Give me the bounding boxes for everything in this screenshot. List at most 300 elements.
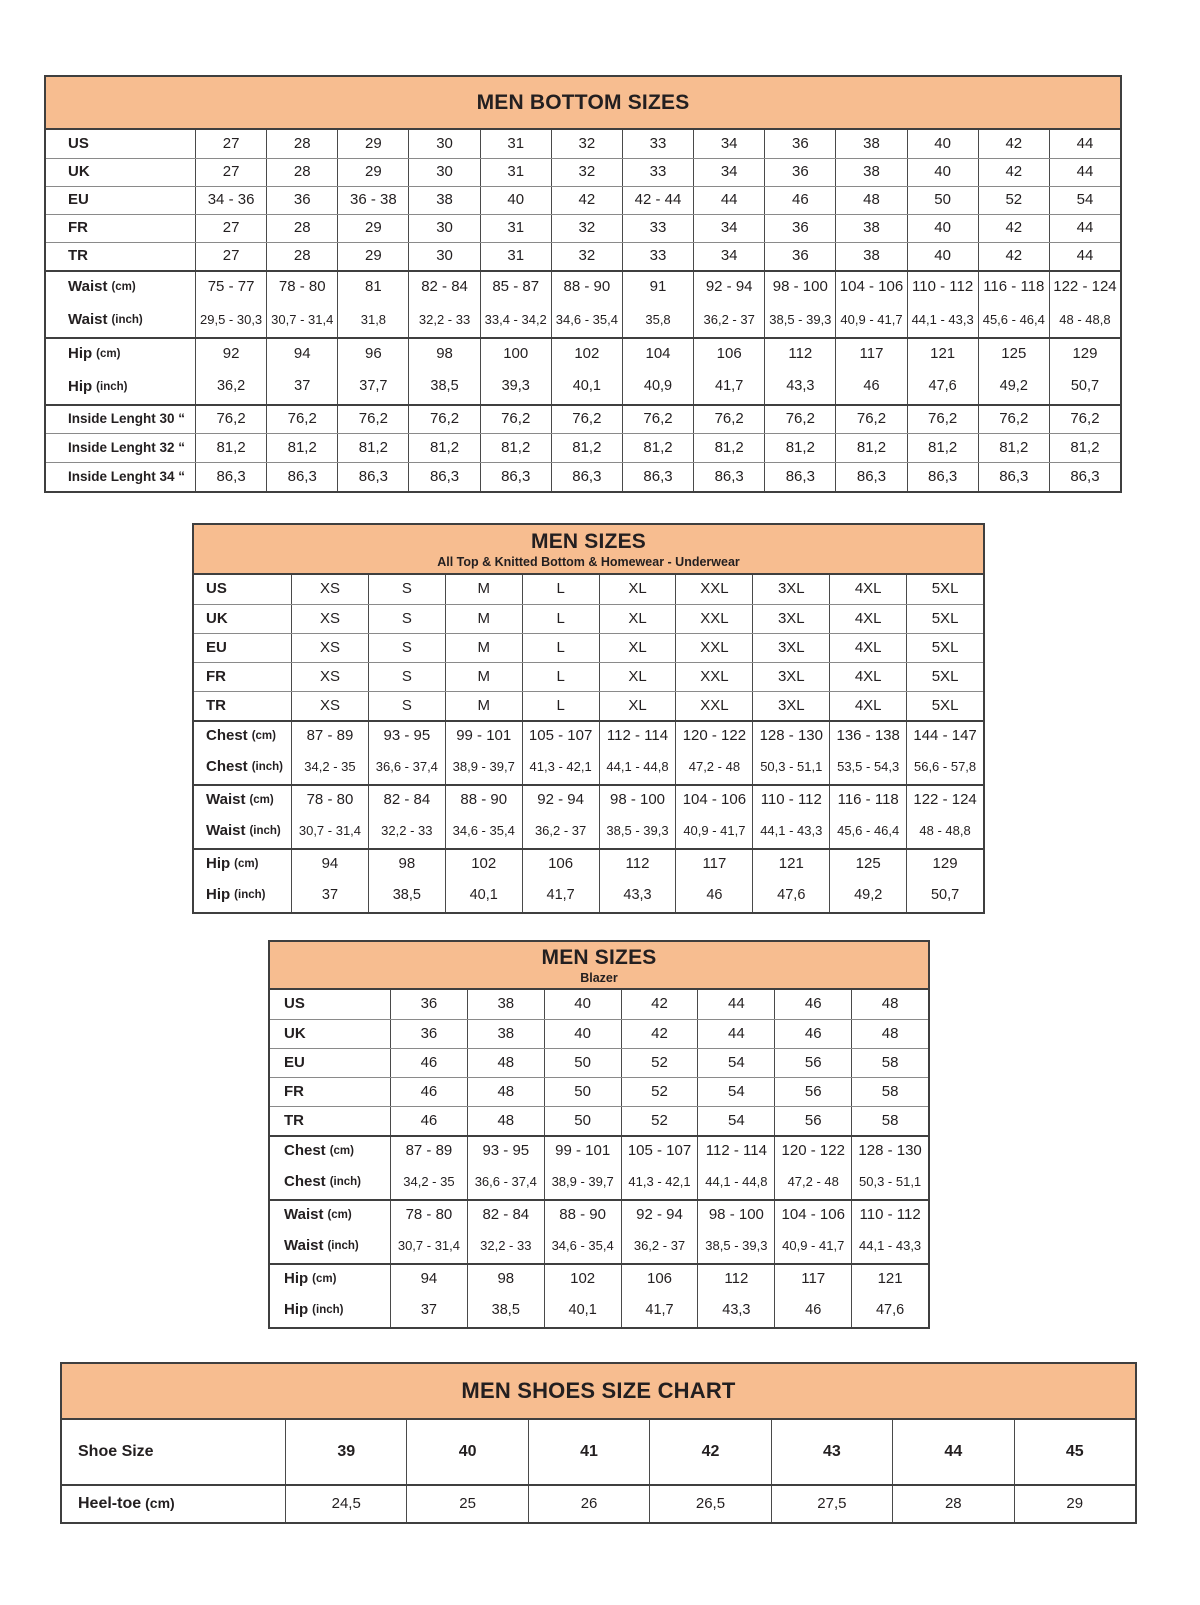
table-cell: 98 - 100 — [697, 1201, 774, 1230]
row-label-text: UK — [284, 1024, 306, 1042]
table-cell: 27,5 — [771, 1486, 892, 1522]
table-cell: 34,6 - 35,4 — [551, 303, 622, 337]
table-cell: 31,8 — [337, 303, 408, 337]
table-cell: 81,2 — [622, 434, 693, 462]
table-cell: 31 — [480, 215, 551, 242]
table-cell: XL — [599, 575, 676, 604]
table-cell: 81,2 — [693, 434, 764, 462]
row-label — [46, 215, 195, 242]
row-label — [270, 1137, 390, 1166]
table-cell: 92 - 94 — [621, 1201, 698, 1230]
table-cell: 36 — [764, 243, 835, 270]
table-cell: 50,3 - 51,1 — [851, 1166, 928, 1199]
row-label-unit: (cm) — [249, 794, 274, 807]
table-cell: 44 — [697, 1020, 774, 1048]
row-label — [270, 1166, 390, 1199]
table-cell: 58 — [851, 1049, 928, 1077]
row-label-text: TR — [68, 247, 88, 265]
table-cell: 125 — [978, 339, 1049, 370]
row-label — [270, 1201, 390, 1230]
table-cell: 82 - 84 — [408, 272, 479, 303]
table-cell: 121 — [907, 339, 978, 370]
table-cell: 41,7 — [522, 879, 599, 912]
table-cell: 36 — [390, 990, 467, 1019]
table-cell: 30,7 - 31,4 — [266, 303, 337, 337]
table-cell: M — [445, 605, 522, 633]
table-cell: S — [368, 575, 445, 604]
table-cell: 30,7 - 31,4 — [390, 1230, 467, 1263]
table-row — [194, 720, 983, 751]
table-cell: 32,2 - 33 — [408, 303, 479, 337]
table-cell: 120 - 122 — [675, 722, 752, 751]
table-cell: L — [522, 634, 599, 662]
row-label — [194, 850, 291, 879]
table-row — [270, 1294, 928, 1327]
table-cell: XXL — [675, 692, 752, 720]
table-cell: 39,3 — [480, 370, 551, 404]
table-cell: 112 — [599, 850, 676, 879]
table-cell: 86,3 — [337, 463, 408, 491]
row-label-text: Waist — [206, 822, 246, 840]
table-cell: 41,3 - 42,1 — [621, 1166, 698, 1199]
table-cell: 30,7 - 31,4 — [291, 815, 368, 848]
table-cell: 27 — [195, 243, 266, 270]
table-cell: 34 — [693, 159, 764, 186]
table-cell: 27 — [195, 215, 266, 242]
table-cell: M — [445, 634, 522, 662]
table-row — [194, 662, 983, 691]
row-label — [46, 339, 195, 370]
table-cell: XS — [291, 634, 368, 662]
table-cell: 121 — [851, 1265, 928, 1294]
table-cell: 46 — [390, 1049, 467, 1077]
table-cell: 76,2 — [195, 406, 266, 433]
table-cell: 33 — [622, 243, 693, 270]
table-cell: 36,6 - 37,4 — [467, 1166, 544, 1199]
table-cell: 46 — [675, 879, 752, 912]
table-row — [270, 1135, 928, 1166]
table-row — [270, 1106, 928, 1135]
table-cell: 40,1 — [544, 1294, 621, 1327]
table-row — [46, 214, 1120, 242]
table-row — [46, 404, 1120, 433]
table-cell: 40 — [544, 1020, 621, 1048]
table-cell: 38 — [467, 1020, 544, 1048]
men-sizes-top-header — [194, 525, 983, 575]
table-body — [194, 575, 983, 912]
row-label-unit: (cm) — [251, 730, 276, 743]
table-cell: 99 - 101 — [445, 722, 522, 751]
row-label-text: FR — [206, 667, 226, 685]
table-cell: 38,5 - 39,3 — [697, 1230, 774, 1263]
row-label-text: Inside Lenght 30 “ — [68, 411, 186, 427]
table-cell: 44 — [1049, 130, 1120, 158]
table-cell: 40,9 - 41,7 — [835, 303, 906, 337]
table-cell: 38,9 - 39,7 — [544, 1166, 621, 1199]
row-label — [270, 1265, 390, 1294]
row-label — [46, 159, 195, 186]
table-cell: 125 — [829, 850, 906, 879]
table-cell: 81,2 — [337, 434, 408, 462]
table-cell: 42 - 44 — [622, 187, 693, 214]
table-row — [194, 848, 983, 879]
table-cell: 40 — [406, 1420, 527, 1484]
row-label — [270, 1049, 390, 1077]
table-cell: 32 — [551, 159, 622, 186]
table-cell: 45,6 - 46,4 — [829, 815, 906, 848]
table-cell: 44 — [697, 990, 774, 1019]
table-cell: 100 — [480, 339, 551, 370]
table-cell: 40 — [907, 243, 978, 270]
table-cell: 29 — [337, 215, 408, 242]
table-cell: 85 - 87 — [480, 272, 551, 303]
row-label-unit: (inch) — [329, 1176, 361, 1189]
men-shoes-size-chart-header — [62, 1364, 1135, 1420]
table-cell: 47,2 - 48 — [774, 1166, 851, 1199]
table-cell: 43,3 — [764, 370, 835, 404]
table-row — [46, 242, 1120, 270]
table-row — [270, 1230, 928, 1263]
table-cell: 31 — [480, 159, 551, 186]
table-cell: 36,6 - 37,4 — [368, 751, 445, 784]
table-cell: 29 — [337, 243, 408, 270]
row-label — [194, 605, 291, 633]
table-cell: 106 — [621, 1265, 698, 1294]
table-row — [62, 1484, 1135, 1522]
table-cell: 117 — [675, 850, 752, 879]
table-cell: 38,9 - 39,7 — [445, 751, 522, 784]
table-cell: 40,1 — [445, 879, 522, 912]
row-label-text: Waist — [206, 791, 246, 809]
table-cell: 78 - 80 — [390, 1201, 467, 1230]
table-title: MEN SIZES — [531, 529, 646, 553]
table-cell: 48 — [467, 1049, 544, 1077]
row-label-text: UK — [68, 163, 90, 181]
table-row — [270, 990, 928, 1019]
table-row — [194, 691, 983, 720]
table-cell: 36,2 - 37 — [522, 815, 599, 848]
table-cell: L — [522, 605, 599, 633]
table-cell: 96 — [337, 339, 408, 370]
table-cell: 24,5 — [285, 1486, 406, 1522]
row-label-unit: (inch) — [251, 761, 283, 774]
table-cell: 110 - 112 — [907, 272, 978, 303]
row-label — [194, 786, 291, 815]
table-cell: 5XL — [906, 575, 983, 604]
table-cell: 102 — [544, 1265, 621, 1294]
table-cell: 98 — [467, 1265, 544, 1294]
table-cell: 50,7 — [1049, 370, 1120, 404]
men-sizes-top-table — [192, 523, 985, 914]
table-cell: 53,5 - 54,3 — [829, 751, 906, 784]
table-cell: 31 — [480, 243, 551, 270]
table-cell: 54 — [697, 1049, 774, 1077]
table-cell: 81,2 — [480, 434, 551, 462]
row-label-text: US — [206, 580, 227, 598]
table-cell: 76,2 — [622, 406, 693, 433]
table-body — [62, 1420, 1135, 1522]
table-cell: 30 — [408, 159, 479, 186]
table-cell: 82 - 84 — [467, 1201, 544, 1230]
row-label-text: FR — [68, 219, 88, 237]
table-cell: 26 — [528, 1486, 649, 1522]
row-label-text: Heel-toe — [78, 1495, 142, 1513]
table-cell: 76,2 — [693, 406, 764, 433]
table-cell: 105 - 107 — [621, 1137, 698, 1166]
table-cell: 29 — [337, 130, 408, 158]
row-label-text: Hip — [68, 345, 93, 363]
table-row — [46, 303, 1120, 337]
table-cell: 52 — [978, 187, 1049, 214]
table-cell: 36 — [764, 159, 835, 186]
table-cell: 52 — [621, 1049, 698, 1077]
men-bottom-sizes-table — [44, 75, 1122, 493]
row-label-unit: (inch) — [234, 889, 266, 902]
table-cell: 34 — [693, 215, 764, 242]
table-cell: 110 - 112 — [752, 786, 829, 815]
row-label — [194, 751, 291, 784]
table-cell: 28 — [266, 130, 337, 158]
table-cell: 38 — [408, 187, 479, 214]
table-cell: L — [522, 663, 599, 691]
table-cell: 50 — [544, 1078, 621, 1106]
table-row — [194, 751, 983, 784]
table-cell: 34 — [693, 243, 764, 270]
table-cell: 38 — [467, 990, 544, 1019]
table-cell: 87 - 89 — [390, 1137, 467, 1166]
table-cell: 81,2 — [408, 434, 479, 462]
row-label-text: Chest — [284, 1173, 326, 1191]
row-label — [46, 130, 195, 158]
table-cell: 92 - 94 — [522, 786, 599, 815]
row-label-text: Chest — [206, 758, 248, 776]
table-cell: 25 — [406, 1486, 527, 1522]
row-label-text: Hip — [284, 1270, 309, 1288]
table-cell: 5XL — [906, 663, 983, 691]
row-label — [194, 634, 291, 662]
table-cell: 42 — [649, 1420, 770, 1484]
table-cell: 42 — [551, 187, 622, 214]
table-cell: M — [445, 575, 522, 604]
table-cell: 88 - 90 — [445, 786, 522, 815]
table-cell: 32 — [551, 215, 622, 242]
table-cell: XS — [291, 575, 368, 604]
table-row — [270, 1263, 928, 1294]
row-label-text: Hip — [284, 1301, 309, 1319]
table-cell: 44 — [1049, 243, 1120, 270]
table-cell: 5XL — [906, 692, 983, 720]
table-cell: 86,3 — [835, 463, 906, 491]
row-label-unit: (cm) — [312, 1273, 337, 1286]
table-cell: 117 — [774, 1265, 851, 1294]
table-cell: 30 — [408, 243, 479, 270]
table-cell: L — [522, 692, 599, 720]
table-cell: 4XL — [829, 663, 906, 691]
table-cell: 105 - 107 — [522, 722, 599, 751]
table-cell: 36,2 — [195, 370, 266, 404]
row-label — [270, 990, 390, 1019]
table-cell: 48 - 48,8 — [906, 815, 983, 848]
table-cell: 50,7 — [906, 879, 983, 912]
table-cell: 34 — [693, 130, 764, 158]
row-label-text: UK — [206, 609, 228, 627]
table-cell: 122 - 124 — [906, 786, 983, 815]
table-cell: 112 - 114 — [697, 1137, 774, 1166]
row-label — [46, 463, 195, 491]
row-label — [46, 272, 195, 303]
table-cell: 86,3 — [978, 463, 1049, 491]
row-label-unit: (inch) — [249, 825, 281, 838]
table-row — [46, 158, 1120, 186]
table-cell: 92 - 94 — [693, 272, 764, 303]
table-cell: 52 — [621, 1078, 698, 1106]
row-label — [270, 1078, 390, 1106]
table-cell: 78 - 80 — [291, 786, 368, 815]
table-cell: 50 — [544, 1049, 621, 1077]
table-cell: 47,6 — [752, 879, 829, 912]
table-cell: 42 — [621, 990, 698, 1019]
table-cell: 76,2 — [337, 406, 408, 433]
table-cell: 38,5 — [408, 370, 479, 404]
table-cell: 38 — [835, 215, 906, 242]
table-cell: 4XL — [829, 605, 906, 633]
table-cell: 3XL — [752, 663, 829, 691]
table-cell: 37,7 — [337, 370, 408, 404]
table-cell: 44,1 - 44,8 — [599, 751, 676, 784]
table-cell: 37 — [291, 879, 368, 912]
table-cell: 56 — [774, 1107, 851, 1135]
table-cell: 76,2 — [266, 406, 337, 433]
table-cell: 31 — [480, 130, 551, 158]
table-cell: 4XL — [829, 634, 906, 662]
table-subtitle: Blazer — [580, 970, 618, 985]
table-cell: 81,2 — [195, 434, 266, 462]
row-label-unit: (cm) — [145, 1495, 175, 1512]
table-row — [194, 604, 983, 633]
row-label-text: TR — [206, 696, 226, 714]
table-cell: 48 — [851, 1020, 928, 1048]
row-label-unit: (inch) — [111, 313, 143, 326]
table-cell: 116 - 118 — [978, 272, 1049, 303]
table-cell: 32 — [551, 243, 622, 270]
table-cell: 136 - 138 — [829, 722, 906, 751]
table-cell: 41 — [528, 1420, 649, 1484]
row-label-unit: (inch) — [327, 1240, 359, 1253]
table-cell: 86,3 — [1049, 463, 1120, 491]
table-cell: 43,3 — [697, 1294, 774, 1327]
table-cell: S — [368, 692, 445, 720]
table-cell: XL — [599, 634, 676, 662]
table-cell: 28 — [266, 215, 337, 242]
table-cell: 5XL — [906, 634, 983, 662]
table-cell: 104 - 106 — [774, 1201, 851, 1230]
table-cell: 81,2 — [907, 434, 978, 462]
table-cell: 81,2 — [266, 434, 337, 462]
table-cell: 4XL — [829, 692, 906, 720]
row-label-unit: (cm) — [111, 281, 136, 294]
row-label-text: Hip — [68, 377, 93, 395]
table-row — [46, 186, 1120, 214]
table-cell: 39 — [285, 1420, 406, 1484]
row-label-text: US — [284, 995, 305, 1013]
men-sizes-blazer-table — [268, 940, 930, 1329]
table-cell: 92 — [195, 339, 266, 370]
table-cell: 42 — [978, 159, 1049, 186]
table-cell: 98 — [368, 850, 445, 879]
table-cell: 122 - 124 — [1049, 272, 1120, 303]
table-cell: 78 - 80 — [266, 272, 337, 303]
table-cell: 48 — [835, 187, 906, 214]
row-label-unit: (cm) — [329, 1145, 354, 1158]
row-label-unit: (cm) — [96, 348, 121, 361]
table-cell: 42 — [621, 1020, 698, 1048]
row-label-text: EU — [206, 638, 227, 656]
table-cell: 112 — [764, 339, 835, 370]
row-label-unit: (inch) — [96, 380, 128, 393]
table-cell: 33 — [622, 215, 693, 242]
table-cell: XXL — [675, 605, 752, 633]
table-cell: M — [445, 663, 522, 691]
table-cell: 112 - 114 — [599, 722, 676, 751]
row-label — [46, 303, 195, 337]
table-cell: 110 - 112 — [851, 1201, 928, 1230]
table-row — [194, 879, 983, 912]
table-cell: XL — [599, 663, 676, 691]
table-row — [194, 815, 983, 848]
row-label — [46, 243, 195, 270]
row-label-text: EU — [284, 1053, 305, 1071]
table-cell: 40,9 - 41,7 — [675, 815, 752, 848]
table-cell: 27 — [195, 159, 266, 186]
table-cell: 44,1 - 44,8 — [697, 1166, 774, 1199]
row-label — [194, 722, 291, 751]
table-cell: 38 — [835, 243, 906, 270]
row-label-text: Inside Lenght 34 “ — [68, 468, 186, 484]
table-cell: 54 — [697, 1078, 774, 1106]
row-label-text: Waist — [284, 1237, 324, 1255]
table-cell: 27 — [195, 130, 266, 158]
table-cell: 4XL — [829, 575, 906, 604]
table-cell: 28 — [266, 159, 337, 186]
table-cell: 116 - 118 — [829, 786, 906, 815]
row-label — [194, 815, 291, 848]
table-cell: XS — [291, 663, 368, 691]
table-cell: 81 — [337, 272, 408, 303]
table-cell: 88 - 90 — [551, 272, 622, 303]
table-cell: 104 — [622, 339, 693, 370]
table-cell: 81,2 — [978, 434, 1049, 462]
table-cell: 43,3 — [599, 879, 676, 912]
table-cell: 86,3 — [266, 463, 337, 491]
table-row — [194, 633, 983, 662]
table-cell: 102 — [445, 850, 522, 879]
table-cell: 46 — [390, 1078, 467, 1106]
table-cell: XXL — [675, 663, 752, 691]
table-cell: 54 — [1049, 187, 1120, 214]
table-cell: 93 - 95 — [467, 1137, 544, 1166]
table-cell: 50,3 - 51,1 — [752, 751, 829, 784]
table-cell: 76,2 — [835, 406, 906, 433]
table-cell: 38 — [835, 130, 906, 158]
table-cell: 44,1 - 43,3 — [907, 303, 978, 337]
table-cell: 82 - 84 — [368, 786, 445, 815]
table-cell: 33 — [622, 159, 693, 186]
table-cell: 86,3 — [907, 463, 978, 491]
table-cell: 34 - 36 — [195, 187, 266, 214]
row-label — [46, 406, 195, 433]
table-cell: 26,5 — [649, 1486, 770, 1522]
table-cell: XXL — [675, 634, 752, 662]
